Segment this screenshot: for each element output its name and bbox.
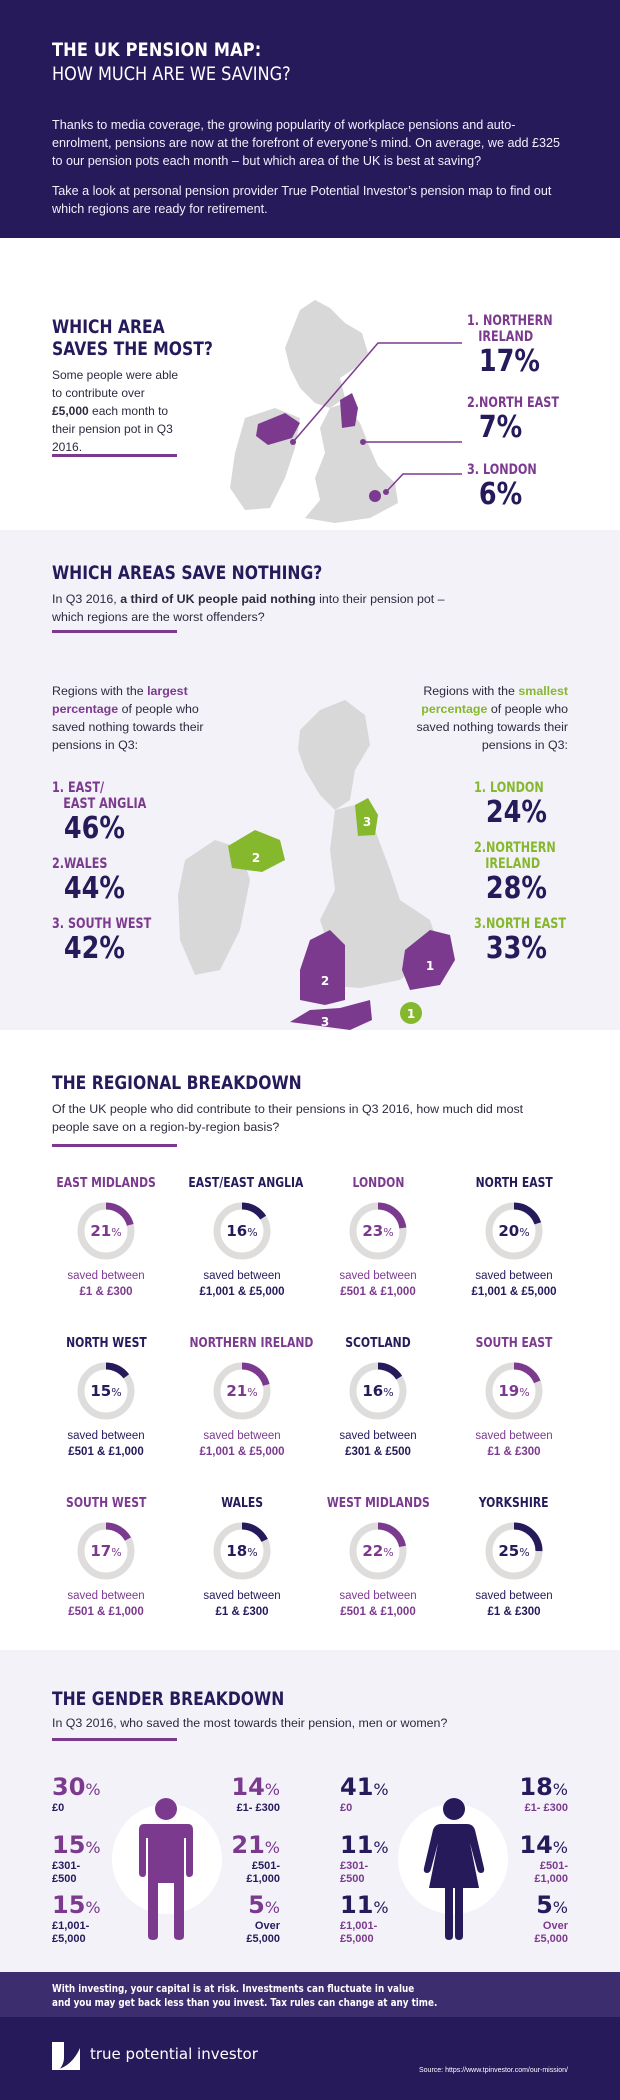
brand-name[interactable]: true potential investor (90, 2045, 258, 2063)
largest-intro: Regions with the largest percentage of people who saved nothing towards their pensions in Q3: (52, 684, 204, 752)
region-name: NORTH EAST (475, 1175, 553, 1191)
svg-text:1: 1 (406, 1007, 416, 1021)
largest-list (52, 780, 176, 966)
ranking-item: 3.NORTH EAST 33% (474, 916, 567, 966)
section-lead: In Q3 2016, a third of UK people paid nothing into their pension pot – which regions are the worst offenders? (52, 592, 445, 624)
region-name: LONDON (352, 1175, 404, 1191)
region-name: SOUTH WEST (65, 1495, 147, 1511)
page-title: THE UK PENSION MAP: (52, 39, 262, 61)
saved-range: £1 & £300 (487, 1446, 541, 1458)
region-name: NORTH WEST (65, 1335, 147, 1351)
saved-between-label: saved between (339, 1590, 417, 1602)
ranking-item: 1. LONDON 24% (474, 780, 547, 830)
women-stat: 11% £301- £500 (340, 1831, 389, 1885)
region-card (310, 1494, 446, 1654)
regional-breakdown-section (0, 1030, 620, 1650)
women-stat: 11% £1,001- £5,000 (340, 1891, 389, 1945)
saved-between-label: saved between (67, 1590, 145, 1602)
saved-range: £1,001 & £5,000 (199, 1286, 285, 1298)
men-stat: 21% £501- £1,000 (231, 1831, 280, 1885)
men-stat: 15% £301- £500 (52, 1831, 101, 1885)
source-link[interactable]: Source: https://www.tpinvestor.com/our-mission/ (419, 2067, 568, 2074)
region-card (38, 1334, 174, 1494)
women-stat: 18% £1- £300 (519, 1773, 568, 1814)
women-stat: 14% £501- £1,000 (519, 1831, 568, 1885)
page-subtitle: HOW MUCH ARE WE SAVING? (52, 63, 291, 85)
ranking-value: 17% (478, 344, 540, 379)
ranking-item: 2.NORTH EAST 7% (467, 395, 582, 445)
donut-chart: 21% (76, 1201, 136, 1261)
saved-range: £301 & £500 (345, 1446, 411, 1458)
saved-range: £1,001 & £5,000 (471, 1286, 557, 1298)
region-card (38, 1494, 174, 1654)
section-lead: Of the UK people who did contribute to their pensions in Q3 2016, how much did most people save on a region-by-region basis? (52, 1102, 524, 1134)
section-description: Some people were able to contribute over £5,000 each month to their pension pot in Q3 2016. (52, 368, 179, 454)
region-card (174, 1494, 310, 1654)
saved-range: £1,001 & £5,000 (199, 1446, 285, 1458)
men-stat: 14% £1- £300 (231, 1773, 280, 1814)
svg-text:3: 3 (320, 1015, 330, 1029)
divider-rule (52, 1738, 177, 1741)
man-icon (138, 1798, 194, 1940)
men-stat: 30% £0 (52, 1773, 101, 1814)
save-nothing-section (0, 530, 620, 1030)
region-card (446, 1334, 582, 1494)
saved-between-label: saved between (475, 1590, 553, 1602)
footer (0, 2017, 620, 2100)
donut-chart: 15% (76, 1361, 136, 1421)
saved-range: £1 & £300 (79, 1286, 133, 1298)
section-lead: In Q3 2016, who saved the most towards their pension, men or women? (52, 1716, 448, 1730)
ranking-item: 3. LONDON 6% (467, 462, 554, 512)
region-name: SCOTLAND (345, 1335, 411, 1351)
donut-chart: 23% (348, 1201, 408, 1261)
header-banner (0, 0, 620, 238)
region-card (174, 1174, 310, 1334)
ranking-item: 1. NORTHERN IRELAND 17% (467, 313, 574, 379)
donut-chart: 19% (484, 1361, 544, 1421)
saved-between-label: saved between (67, 1270, 145, 1282)
donut-chart: 17% (76, 1521, 136, 1581)
donut-chart: 25% (484, 1521, 544, 1581)
donut-chart: 18% (212, 1521, 272, 1581)
saved-range: £1 & £300 (487, 1606, 541, 1618)
region-card (38, 1174, 174, 1334)
ranking-item: 2.WALES 44% (52, 856, 125, 906)
ranking-item: 2.NORTHERN IRELAND 28% (474, 840, 556, 906)
region-card (446, 1174, 582, 1334)
brand-logo-icon[interactable] (52, 2042, 80, 2070)
section-title: THE GENDER BREAKDOWN (52, 1688, 285, 1710)
region-card (310, 1174, 446, 1334)
saved-between-label: saved between (203, 1430, 281, 1442)
intro-paragraph: Take a look at personal pension provider True Potential Investor’s pension map to find out which regions are ready for retirement. (52, 184, 552, 216)
saved-range: £501 & £1,000 (68, 1606, 144, 1618)
donut-chart: 22% (348, 1521, 408, 1581)
ranking-value: 6% (478, 477, 523, 512)
donut-chart: 16% (348, 1361, 408, 1421)
saved-range: £501 & £1,000 (340, 1286, 416, 1298)
saved-between-label: saved between (203, 1590, 281, 1602)
smallest-list (474, 780, 589, 966)
region-name: WEST MIDLANDS (326, 1495, 430, 1511)
svg-text:2: 2 (251, 851, 261, 865)
saved-between-label: saved between (67, 1430, 145, 1442)
section-title: WHICH AREA SAVES THE MOST? (52, 316, 213, 360)
saves-most-section (0, 238, 620, 530)
svg-text:2: 2 (320, 974, 330, 988)
region-name: EAST MIDLANDS (56, 1175, 156, 1191)
men-stat: 5% Over £5,000 (246, 1891, 280, 1945)
region-card (310, 1334, 446, 1494)
region-grid (38, 1174, 582, 1654)
region-card (446, 1494, 582, 1654)
ranking-item: 1. EAST/ EAST ANGLIA 46% (52, 780, 147, 846)
saved-range: £501 & £1,000 (340, 1606, 416, 1618)
saved-between-label: saved between (203, 1270, 281, 1282)
women-stat: 5% Over £5,000 (534, 1891, 568, 1945)
saved-between-label: saved between (339, 1270, 417, 1282)
donut-chart: 21% (212, 1361, 272, 1421)
section-title: THE REGIONAL BREAKDOWN (52, 1072, 302, 1094)
woman-icon (423, 1798, 485, 1940)
saved-between-label: saved between (339, 1430, 417, 1442)
intro-paragraph: Thanks to media coverage, the growing popularity of workplace pensions and auto-enrolment, pensions are now at the forefront of everyone’s mind. On average, we add £325 to our pension pots each month – but which area of the UK is best at saving? (52, 118, 561, 168)
svg-text:1: 1 (425, 959, 435, 973)
saved-between-label: saved between (475, 1430, 553, 1442)
region-name: YORKSHIRE (479, 1495, 549, 1511)
smallest-intro: Regions with the smallest percentage of people who saved nothing towards their pensions in Q3: (416, 684, 568, 752)
region-card (174, 1334, 314, 1494)
region-name: NORTHERN IRELAND (189, 1335, 314, 1351)
saved-range: £1 & £300 (215, 1606, 269, 1618)
saved-range: £501 & £1,000 (68, 1446, 144, 1458)
svg-text:3: 3 (362, 815, 372, 829)
gender-breakdown-section (0, 1650, 620, 1972)
women-stat: 41% £0 (340, 1773, 389, 1814)
ranking-item: 3. SOUTH WEST 42% (52, 916, 152, 966)
section-title: WHICH AREAS SAVE NOTHING? (52, 562, 323, 584)
men-stat: 15% £1,001- £5,000 (52, 1891, 101, 1945)
region-name: SOUTH EAST (475, 1335, 553, 1351)
region-name: EAST/EAST ANGLIA (188, 1175, 304, 1191)
donut-chart: 16% (212, 1201, 272, 1261)
divider-rule (52, 1144, 177, 1147)
ranking-value: 7% (478, 410, 523, 445)
region-name: WALES (221, 1495, 263, 1511)
donut-chart: 20% (484, 1201, 544, 1261)
saved-between-label: saved between (475, 1270, 553, 1282)
risk-disclaimer: With investing, your capital is at risk. Investments can fluctuate in value and you may get back less than you invest. Tax rules can change at any time. (0, 1972, 620, 2017)
